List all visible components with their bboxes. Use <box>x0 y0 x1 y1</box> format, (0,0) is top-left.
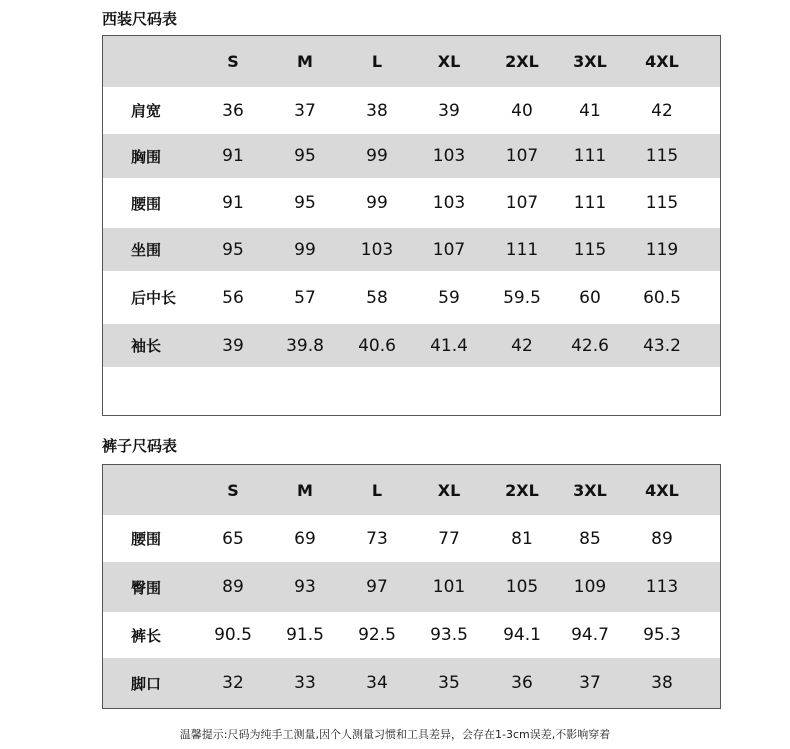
table-cell: 36 <box>511 673 533 693</box>
column-header: XL <box>437 52 461 71</box>
table-cell: 39 <box>222 335 244 356</box>
footnote: 温馨提示:尺码为纯手工测量,因个人测量习惯和工具差异，会存在1-3cm误差,不影响穿着 <box>179 728 611 741</box>
table-cell: 95.3 <box>643 625 681 645</box>
table-cell: 56 <box>222 287 244 308</box>
table-cell: 119 <box>645 239 679 260</box>
column-header: 3XL <box>573 480 607 500</box>
suit-size-table <box>102 35 721 416</box>
table-row <box>103 228 720 271</box>
table-cell: 99 <box>366 146 388 166</box>
table-cell: 103 <box>360 239 394 260</box>
table-cell: 77 <box>438 528 460 549</box>
table-cell: 57 <box>294 287 316 308</box>
row-label: 胸围 <box>131 147 162 166</box>
table-cell: 95 <box>294 193 316 213</box>
column-header: XL <box>437 480 461 500</box>
table-row <box>103 134 720 178</box>
table-cell: 91 <box>222 193 244 213</box>
table-cell: 60.5 <box>643 287 681 308</box>
row-label: 脚口 <box>131 674 162 693</box>
row-label: 臀围 <box>131 578 162 597</box>
column-header: 2XL <box>505 480 539 500</box>
column-header: S <box>227 52 239 71</box>
table-cell: 37 <box>294 100 316 121</box>
table-cell: 41.4 <box>430 335 468 356</box>
table-cell: 93 <box>294 577 316 597</box>
table-cell: 40.6 <box>358 335 396 356</box>
pants-table-title: 裤子尺码表 <box>102 437 178 455</box>
table-cell: 43.2 <box>643 335 681 356</box>
table-cell: 42 <box>511 335 533 356</box>
row-label: 肩宽 <box>131 102 162 120</box>
table-row <box>103 658 720 708</box>
table-cell: 39 <box>438 100 460 121</box>
table-cell: 91.5 <box>286 625 324 645</box>
table-cell: 113 <box>645 577 679 597</box>
table-cell: 69 <box>294 528 316 549</box>
table-cell: 41 <box>579 100 601 121</box>
table-cell: 99 <box>366 193 388 213</box>
table-cell: 38 <box>651 673 673 693</box>
table-cell: 111 <box>505 239 539 260</box>
table-cell: 59.5 <box>503 287 541 308</box>
table-row <box>103 612 720 658</box>
table-header-row <box>103 36 720 87</box>
table-cell: 94.1 <box>503 625 541 645</box>
table-cell: 38 <box>366 100 388 121</box>
column-header: 2XL <box>505 52 539 71</box>
column-header: 4XL <box>645 52 679 71</box>
table-row <box>103 271 720 324</box>
table-cell: 89 <box>222 577 244 597</box>
table-cell: 90.5 <box>214 625 252 645</box>
column-header: S <box>227 480 239 500</box>
table-cell: 95 <box>294 146 316 166</box>
table-cell: 92.5 <box>358 625 396 645</box>
table-cell: 99 <box>294 239 316 260</box>
column-header: L <box>371 480 383 500</box>
table-row <box>103 562 720 612</box>
table-cell: 91 <box>222 146 244 166</box>
table-cell: 111 <box>573 146 607 166</box>
table-cell: 101 <box>432 577 466 597</box>
row-label: 腰围 <box>131 530 162 548</box>
table-cell: 37 <box>579 673 601 693</box>
table-cell: 36 <box>222 100 244 121</box>
table-cell: 93.5 <box>430 625 468 645</box>
table-cell: 109 <box>573 577 607 597</box>
table-cell: 95 <box>222 239 244 260</box>
table-cell: 94.7 <box>571 625 609 645</box>
table-cell: 107 <box>432 239 466 260</box>
suit-table-title: 西装尺码表 <box>102 10 178 28</box>
column-header: 3XL <box>573 52 607 71</box>
table-cell: 58 <box>366 287 388 308</box>
column-header: M <box>297 52 313 71</box>
table-cell: 89 <box>651 528 673 549</box>
table-cell: 73 <box>366 528 388 549</box>
table-cell: 97 <box>366 577 388 597</box>
table-cell: 111 <box>573 193 607 213</box>
table-cell: 81 <box>511 528 533 549</box>
table-cell: 105 <box>505 577 539 597</box>
table-row <box>103 324 720 367</box>
column-header: M <box>297 480 313 500</box>
row-label: 裤长 <box>131 626 162 645</box>
row-label: 坐围 <box>131 241 162 259</box>
table-cell: 65 <box>222 528 244 549</box>
table-header-row <box>103 465 720 515</box>
pants-size-table <box>102 464 721 709</box>
table-cell: 103 <box>432 193 466 213</box>
table-cell: 33 <box>294 673 316 693</box>
table-cell: 42 <box>651 100 673 121</box>
row-label: 腰围 <box>131 194 162 213</box>
column-header: 4XL <box>645 480 679 500</box>
table-cell: 103 <box>432 146 466 166</box>
table-row <box>103 515 720 562</box>
table-cell: 115 <box>645 146 679 166</box>
table-cell: 85 <box>579 528 601 549</box>
table-cell: 59 <box>438 287 460 308</box>
row-label: 袖长 <box>131 337 162 355</box>
table-cell: 39.8 <box>286 335 324 356</box>
table-cell: 40 <box>511 100 533 121</box>
table-cell: 35 <box>438 673 460 693</box>
column-header: L <box>371 52 383 71</box>
table-row <box>103 178 720 228</box>
table-cell: 42.6 <box>571 335 609 356</box>
table-cell: 107 <box>505 193 539 213</box>
table-cell: 60 <box>579 287 601 308</box>
row-label: 后中长 <box>131 289 177 307</box>
table-cell: 34 <box>366 673 388 693</box>
table-row <box>103 87 720 134</box>
table-cell: 107 <box>505 146 539 166</box>
table-cell: 115 <box>645 193 679 213</box>
table-cell: 115 <box>573 239 607 260</box>
table-cell: 32 <box>222 673 244 693</box>
